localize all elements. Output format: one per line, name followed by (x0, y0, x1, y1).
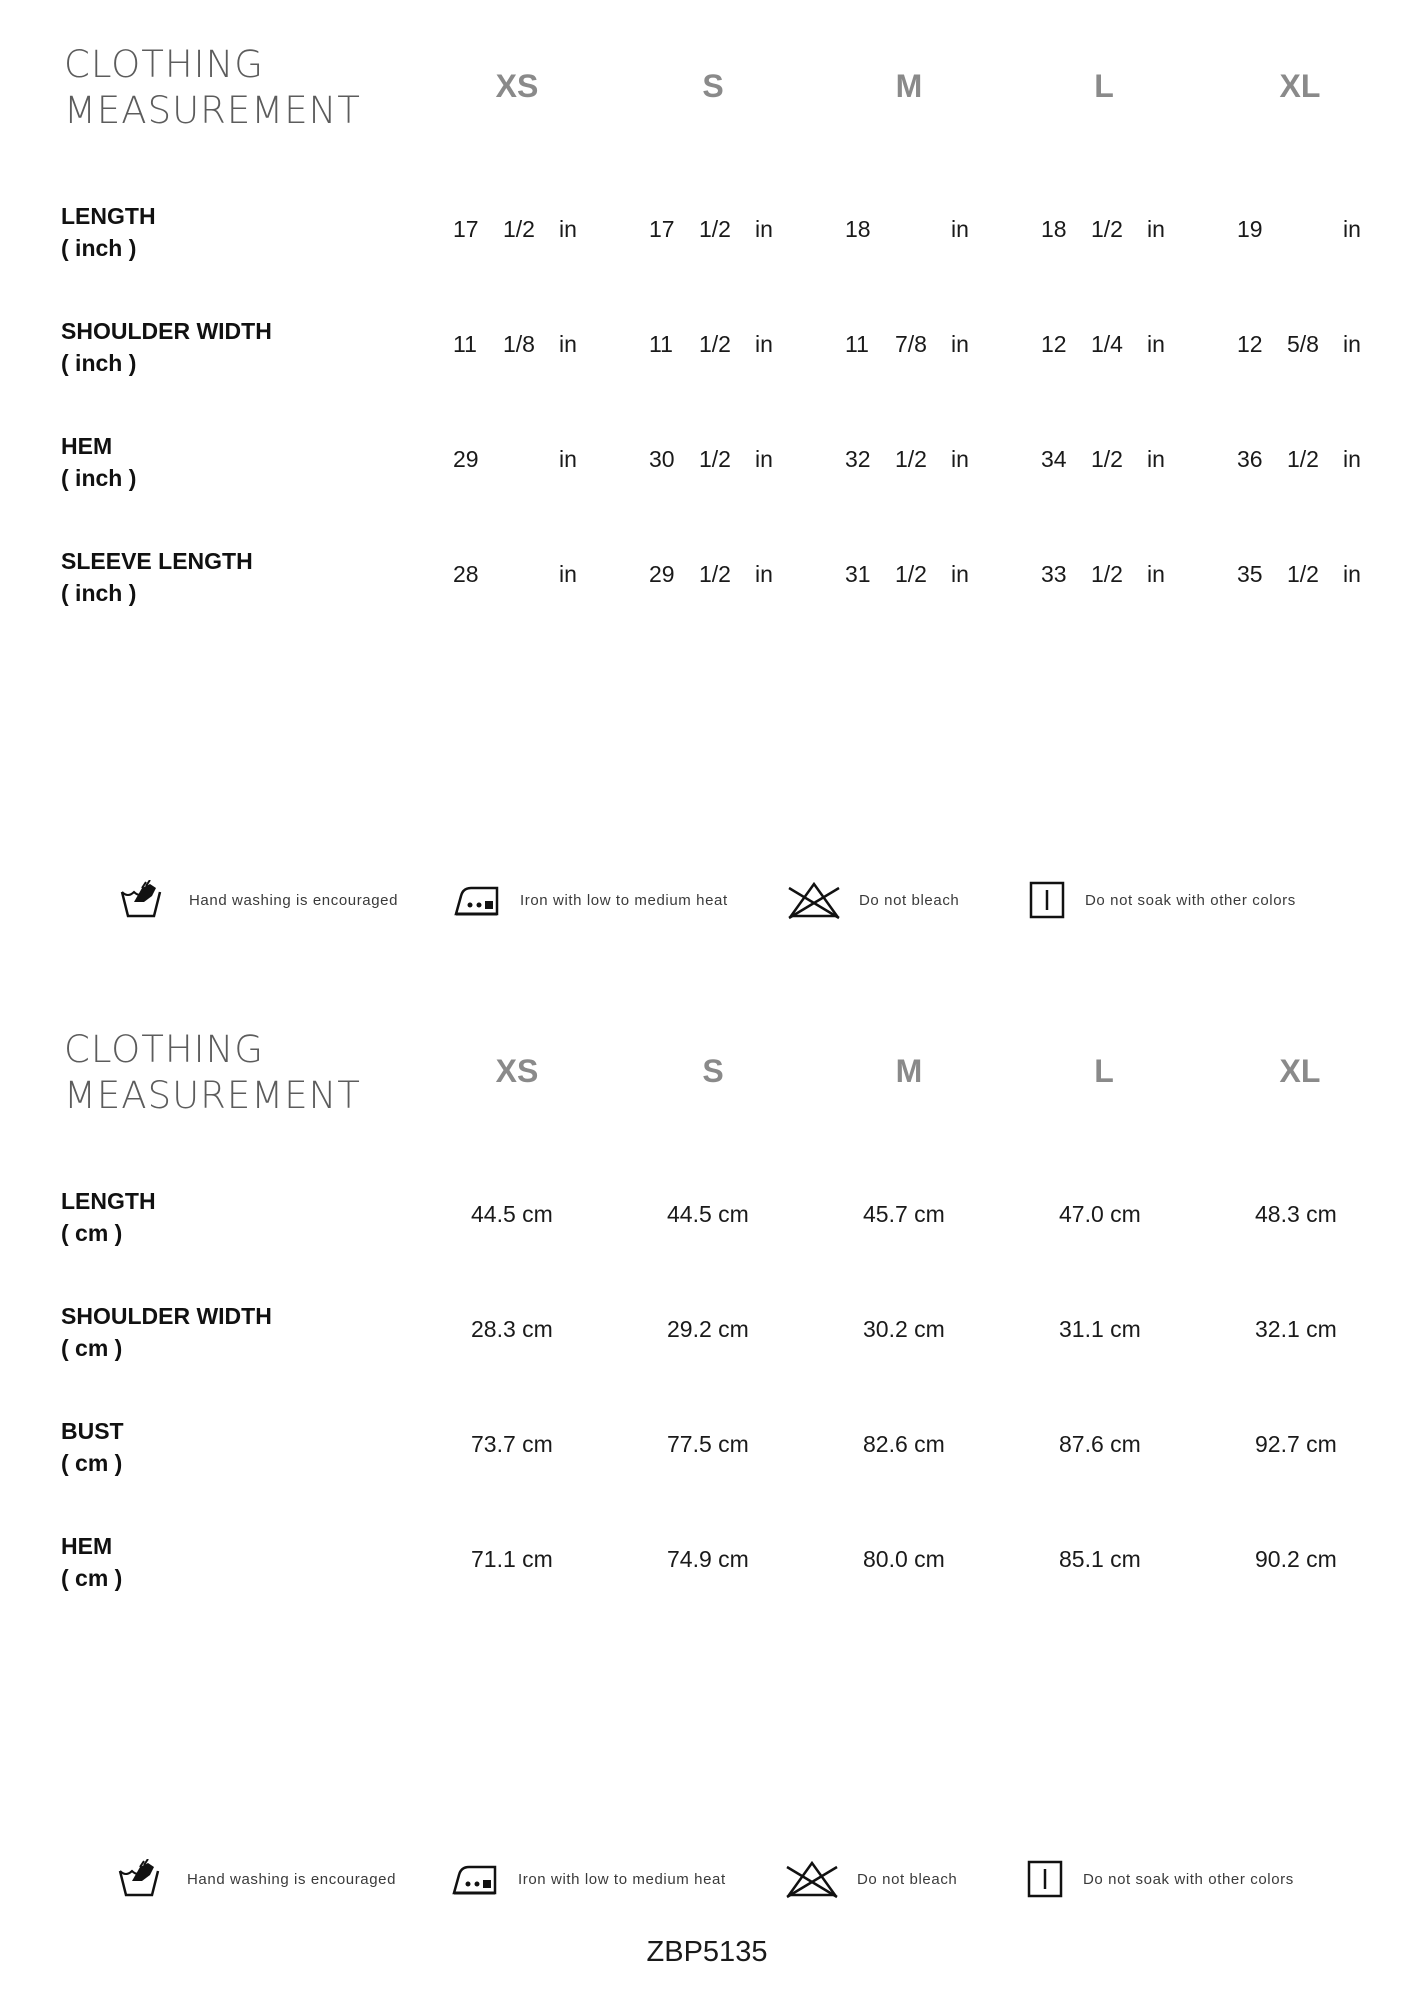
cell-whole: 33 (1041, 561, 1067, 587)
cell-whole: 35 (1237, 561, 1263, 587)
table-cell: 32.1 cm (1255, 1316, 1337, 1342)
cell-whole: 28 (453, 561, 479, 587)
cell-whole: 29 (649, 561, 675, 587)
size-header-m: M (895, 68, 923, 104)
cell-whole: 12 (1041, 331, 1067, 357)
cell-unit: in (1343, 561, 1361, 587)
table-cell: 73.7 cm (471, 1431, 553, 1457)
cell-fraction: 1/2 (1287, 561, 1319, 587)
row-label-name: SHOULDER WIDTH (61, 318, 272, 344)
cell-fraction: 1/2 (1091, 446, 1123, 472)
row-label-name: LENGTH (61, 203, 156, 229)
cell-unit: in (1147, 446, 1165, 472)
table-cell: 92.7 cm (1255, 1431, 1337, 1457)
cell-whole: 11 (649, 331, 673, 357)
table-cell: 74.9 cm (667, 1546, 749, 1572)
title-line-2: MEASUREMENT (64, 1074, 361, 1117)
care-text: Hand washing is encouraged (189, 892, 399, 909)
no-soak-icon (1026, 1859, 1066, 1899)
table-cell: 44.5 cm (471, 1201, 553, 1227)
table-cell: 30.2 cm (863, 1316, 945, 1342)
cell-unit: in (559, 331, 577, 357)
table-cell: 45.7 cm (863, 1201, 945, 1227)
row-label-name: SLEEVE LENGTH (61, 548, 253, 574)
table-cell: 80.0 cm (863, 1546, 945, 1572)
cell-whole: 18 (845, 216, 871, 242)
cell-whole: 36 (1237, 446, 1263, 472)
table-cell: 90.2 cm (1255, 1546, 1337, 1572)
cell-whole: 17 (453, 216, 479, 242)
row-label-unit: ( inch ) (61, 235, 137, 261)
care-text: Do not bleach (857, 1871, 958, 1888)
section-title (64, 42, 384, 134)
row-label-unit: ( inch ) (61, 465, 137, 491)
cell-fraction: 1/2 (503, 216, 535, 242)
cell-whole: 31 (845, 561, 871, 587)
table-cell: 85.1 cm (1059, 1546, 1141, 1572)
cell-unit: in (1147, 216, 1165, 242)
cell-whole: 30 (649, 446, 675, 472)
cell-whole: 18 (1041, 216, 1067, 242)
no-soak-icon (1028, 880, 1068, 920)
hand-wash-icon (118, 1859, 162, 1899)
cell-whole: 34 (1041, 446, 1067, 472)
size-header-s: S (702, 1053, 724, 1089)
title-line-1: CLOTHING (64, 43, 264, 86)
cell-unit: in (1147, 331, 1165, 357)
row-label-unit: ( cm ) (61, 1450, 123, 1476)
row-label-unit: ( cm ) (61, 1565, 123, 1591)
cell-unit: in (755, 216, 773, 242)
care-text: Do not bleach (859, 892, 960, 909)
row-label-bust (61, 1415, 361, 1479)
table-cell: 47.0 cm (1059, 1201, 1141, 1227)
iron-icon (453, 880, 501, 920)
cell-unit: in (755, 331, 773, 357)
cell-unit: in (1343, 331, 1361, 357)
size-header-xs: XS (495, 68, 539, 104)
row-label-unit: ( inch ) (61, 350, 137, 376)
cell-unit: in (559, 561, 577, 587)
cell-unit: in (559, 216, 577, 242)
care-instructions-bar (0, 1851, 1414, 1911)
row-label-name: BUST (61, 1418, 124, 1444)
row-label-name: HEM (61, 1533, 113, 1559)
table-cell: 31.1 cm (1059, 1316, 1141, 1342)
table-cell: 44.5 cm (667, 1201, 749, 1227)
cell-unit: in (755, 561, 773, 587)
cell-unit: in (1343, 216, 1361, 242)
cell-unit: in (1343, 446, 1361, 472)
care-text: Do not soak with other colors (1083, 1871, 1294, 1888)
iron-icon (451, 1859, 499, 1899)
cell-fraction: 1/2 (699, 446, 731, 472)
cell-fraction: 7/8 (895, 331, 927, 357)
cell-unit: in (1147, 561, 1165, 587)
cell-unit: in (951, 446, 969, 472)
cell-whole: 19 (1237, 216, 1263, 242)
product-code: ZBP5135 (646, 1936, 768, 1968)
care-instructions-bar (0, 872, 1414, 932)
care-text: Iron with low to medium heat (518, 1871, 726, 1888)
row-label-unit: ( inch ) (61, 580, 137, 606)
row-label-length (61, 1185, 361, 1249)
size-header-s: S (702, 68, 724, 104)
cell-unit: in (951, 216, 969, 242)
no-bleach-icon (787, 880, 841, 920)
care-text: Do not soak with other colors (1085, 892, 1296, 909)
row-label-name: SHOULDER WIDTH (61, 1303, 272, 1329)
cell-fraction: 1/4 (1091, 331, 1123, 357)
cell-fraction: 1/2 (1287, 446, 1319, 472)
row-label-name: HEM (61, 433, 113, 459)
table-cell: 77.5 cm (667, 1431, 749, 1457)
size-header-xl: XL (1279, 68, 1321, 104)
table-cell: 82.6 cm (863, 1431, 945, 1457)
size-header-l: L (1094, 68, 1114, 104)
section-title (64, 1027, 384, 1119)
size-header-l: L (1094, 1053, 1114, 1089)
table-cell: 87.6 cm (1059, 1431, 1141, 1457)
cell-fraction: 1/2 (1091, 561, 1123, 587)
hand-wash-icon (120, 880, 164, 920)
size-header-m: M (895, 1053, 923, 1089)
size-header-xl: XL (1279, 1053, 1321, 1089)
table-cell: 28.3 cm (471, 1316, 553, 1342)
row-label-unit: ( cm ) (61, 1335, 123, 1361)
cell-unit: in (951, 331, 969, 357)
cell-unit: in (755, 446, 773, 472)
table-cell: 71.1 cm (471, 1546, 553, 1572)
cell-fraction: 1/2 (1091, 216, 1123, 242)
row-label-unit: ( cm ) (61, 1220, 123, 1246)
row-label-sleeve-length (61, 545, 361, 609)
cell-whole: 17 (649, 216, 675, 242)
cell-fraction: 1/2 (699, 331, 731, 357)
size-header-xs: XS (495, 1053, 539, 1089)
care-text: Iron with low to medium heat (520, 892, 728, 909)
row-label-name: LENGTH (61, 1188, 156, 1214)
cell-whole: 32 (845, 446, 871, 472)
cell-fraction: 1/2 (895, 561, 927, 587)
title-line-2: MEASUREMENT (64, 89, 361, 132)
title-line-1: CLOTHING (64, 1028, 264, 1071)
cell-whole: 11 (845, 331, 869, 357)
cell-whole: 29 (453, 446, 479, 472)
cell-fraction: 1/2 (699, 216, 731, 242)
table-cell: 29.2 cm (667, 1316, 749, 1342)
cell-fraction: 1/2 (699, 561, 731, 587)
row-label-hem (61, 1530, 361, 1594)
cell-fraction: 1/2 (895, 446, 927, 472)
cell-fraction: 5/8 (1287, 331, 1319, 357)
table-cell: 48.3 cm (1255, 1201, 1337, 1227)
row-label-length (61, 200, 361, 264)
care-text: Hand washing is encouraged (187, 1871, 397, 1888)
cell-whole: 11 (453, 331, 477, 357)
cell-unit: in (559, 446, 577, 472)
no-bleach-icon (785, 1859, 839, 1899)
row-label-shoulder-width (61, 315, 361, 379)
cell-unit: in (951, 561, 969, 587)
cell-fraction: 1/8 (503, 331, 535, 357)
row-label-shoulder-width (61, 1300, 361, 1364)
cell-whole: 12 (1237, 331, 1263, 357)
row-label-hem (61, 430, 361, 494)
